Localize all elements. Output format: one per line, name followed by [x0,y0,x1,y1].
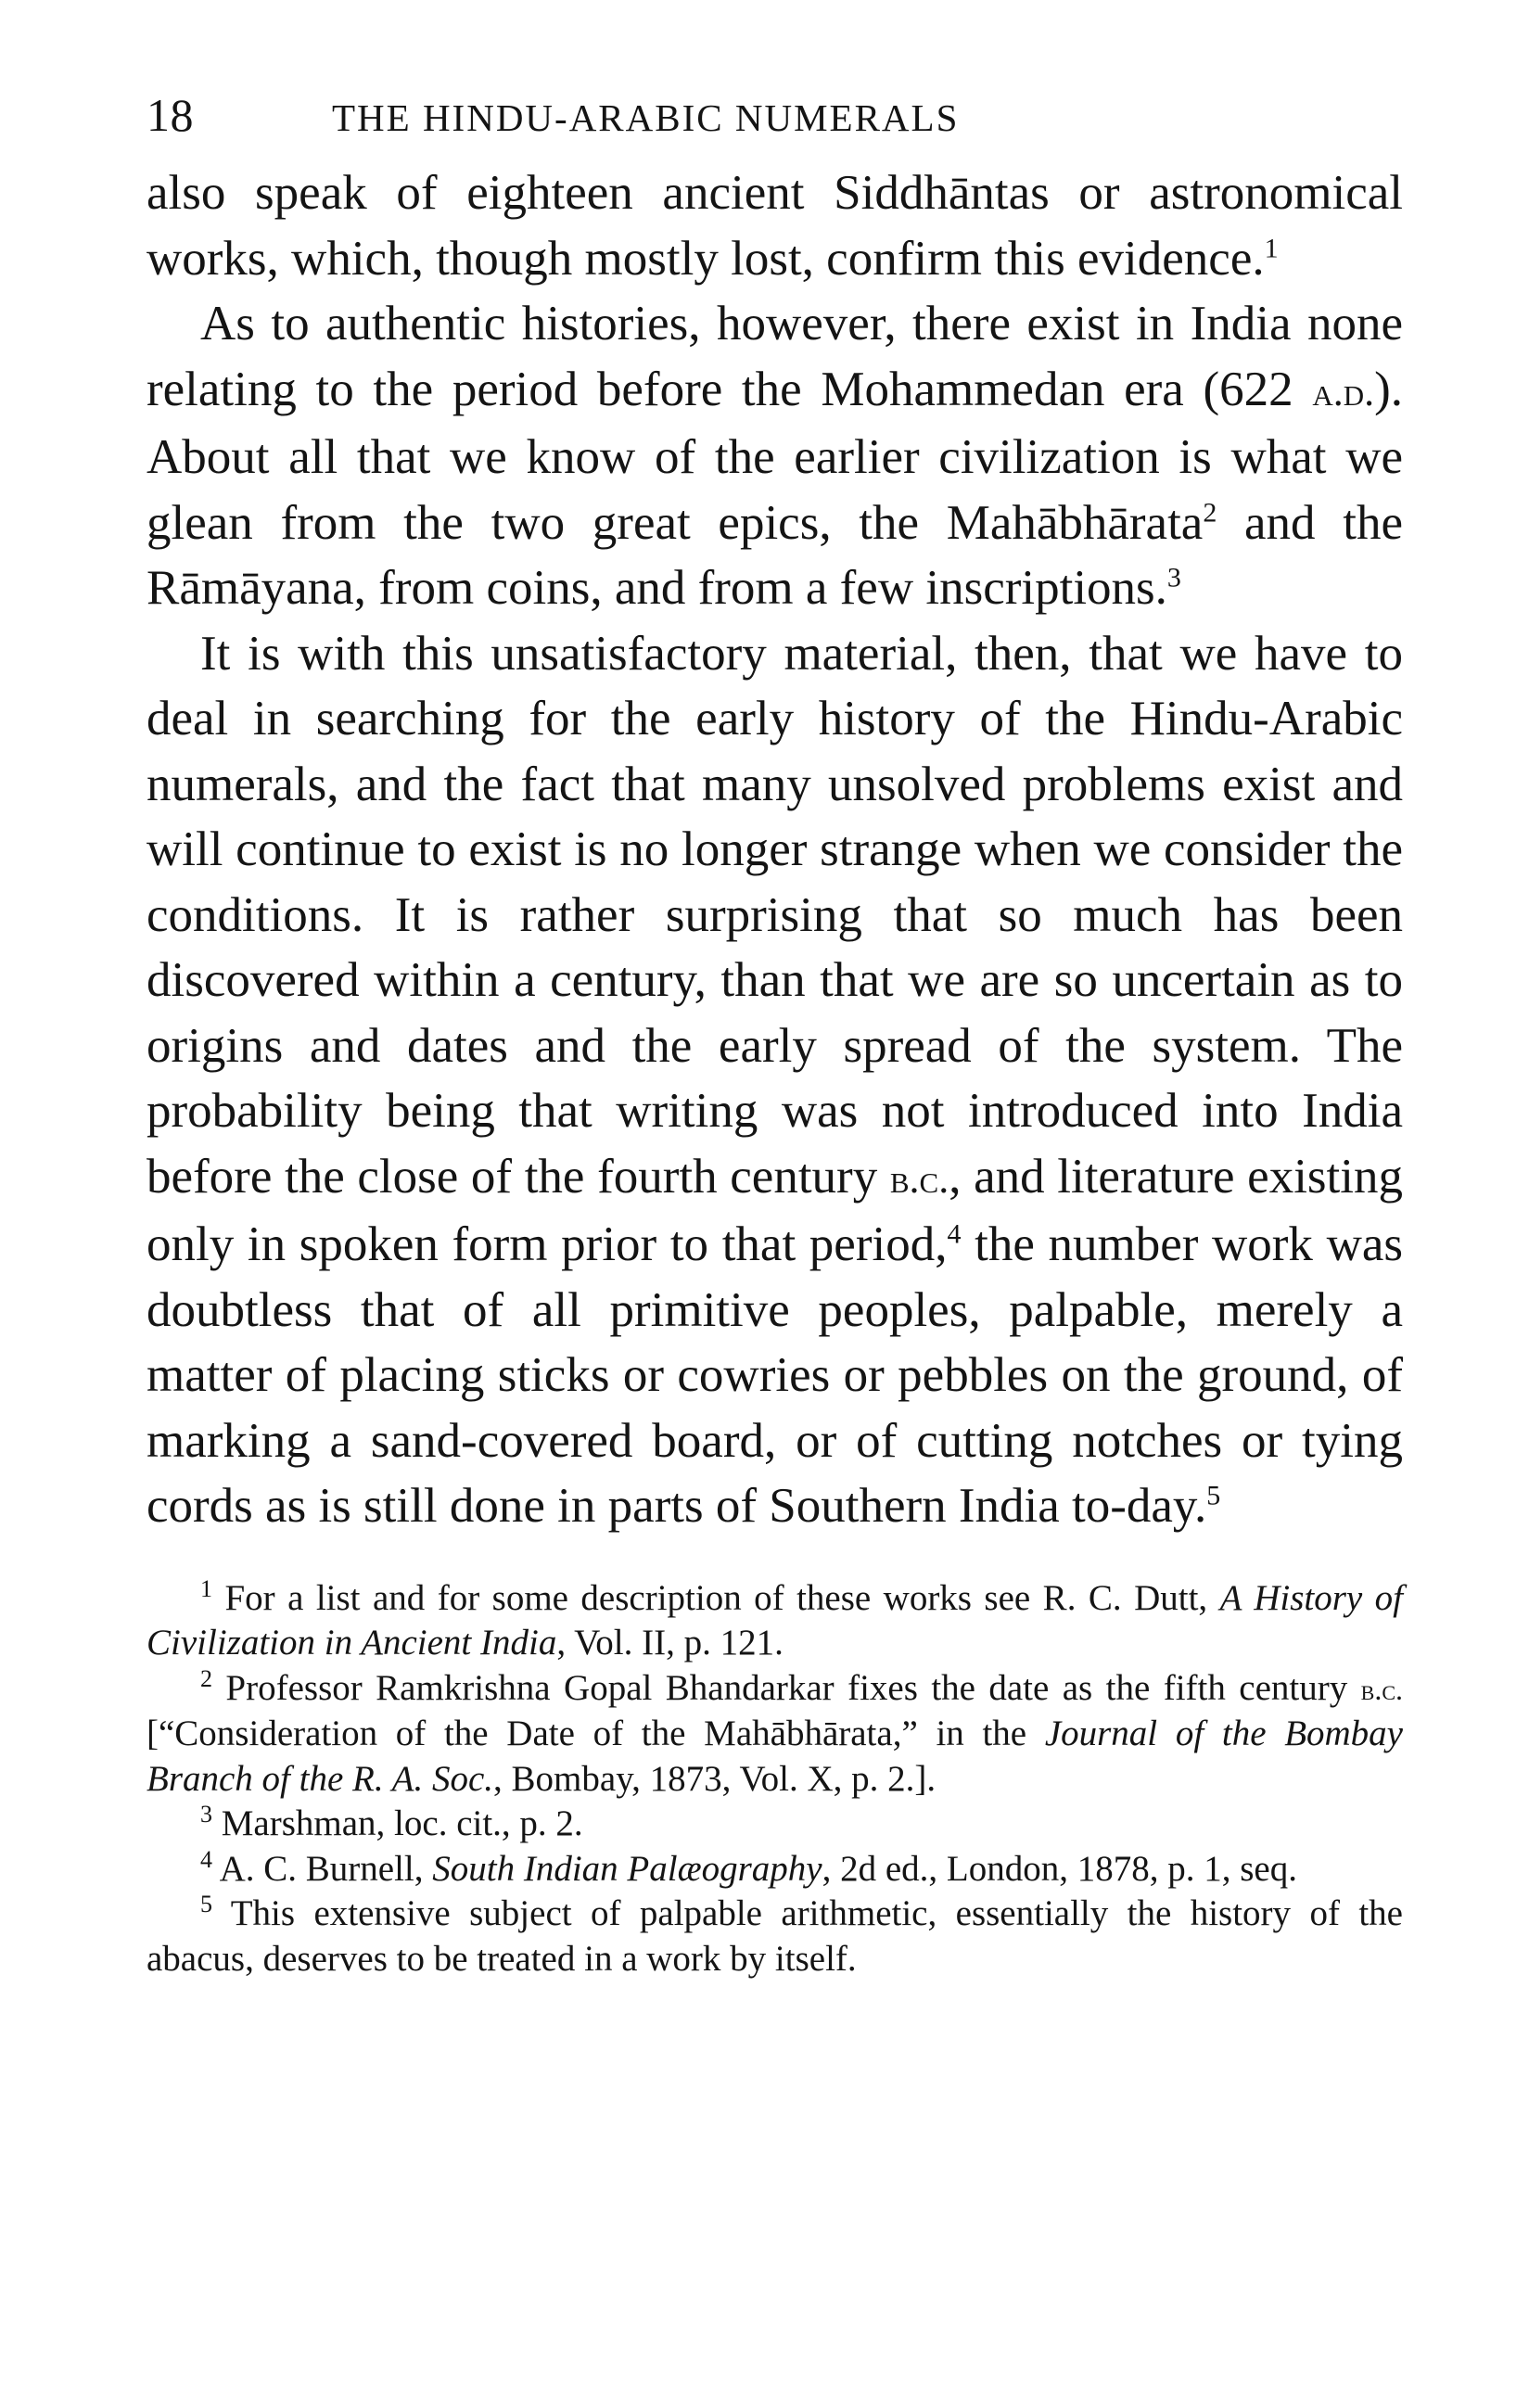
paragraph-3 [147,621,1403,1539]
text-run: , 2d ed., London, 1878, p. 1, seq. [822,1848,1297,1889]
footnote-ref-5: 5 [1206,1480,1221,1511]
page-number: 18 [147,89,194,141]
text-run: This extensive subject of palpable arithmetic, essentially the history of the abacus, deserves to be treated in a work by itself. [147,1893,1403,1979]
book-page [147,88,1403,1981]
footnote-mark: 2 [200,1664,212,1692]
paragraph-2 [147,291,1403,621]
body-text [147,160,1403,1539]
footnote-4 [147,1847,1403,1892]
italic-title: Journal of the Bombay Branch of the R. A. Soc. [147,1714,1403,1799]
text-run: the number work was doubtless that of all primitive peoples, palpable, merely a matter of placing sticks or cowries or pebbles on the ground, of marking a sand-covered board, or of cutting notches or tying cords as is still done in parts of Southern India to-day. [147,1217,1403,1533]
text-run: , Vol. II, p. 121. [556,1623,784,1663]
footnote-mark: 1 [200,1574,212,1602]
text-run: Professor Ramkrishna Gopal Bhandarkar fixes the date as the fifth century [212,1667,1361,1708]
text-run: , Bombay, 1873, Vol. X, p. 2.]. [493,1758,937,1799]
footnote-3 [147,1802,1403,1847]
text-run: ). About all that we know of the earlier civilization is what we glean from the two great epics, the Mahābhārata [147,362,1403,550]
footnotes [147,1576,1403,1982]
italic-title: A History of Civilization in Ancient India [147,1577,1403,1663]
text-run: , and literature existing only in spoken form prior to that period, [147,1149,1403,1271]
footnote-ref-3: 3 [1166,562,1181,593]
running-title: THE HINDU-ARABIC NUMERALS [332,96,960,139]
text-run: and the Rāmāyana, from coins, and from a few inscriptions. [147,495,1403,615]
small-caps-text: a.d. [1312,368,1375,414]
footnote-ref-4: 4 [947,1218,962,1250]
footnote-2 [147,1666,1403,1803]
small-caps-text: b.c. [1360,1672,1403,1706]
text-run: For a list and for some description of these works see R. C. Dutt, [212,1577,1220,1618]
small-caps-text: b.c. [889,1155,949,1202]
text-run: Marshman, loc. cit., p. 2. [212,1803,583,1843]
paragraph-1 [147,160,1403,291]
running-head [147,88,1403,160]
text-run: [“Consideration of the Date of the Mahābhārata,” in the [147,1714,1045,1753]
footnote-mark: 5 [200,1891,212,1917]
footnote-mark: 3 [200,1801,212,1828]
text-run: As to authentic histories, however, there exist in India none relating to the period before the Mohammedan era (622 [147,297,1403,416]
footnote-ref-1: 1 [1264,232,1279,263]
footnote-5 [147,1892,1403,1981]
italic-title: South Indian Palæography [432,1848,822,1889]
footnote-mark: 4 [200,1845,212,1873]
text-run: also speak of eighteen ancient Siddhāntas or astronomical works, which, though mostly lost, confirm this evidence. [147,166,1403,286]
footnote-ref-2: 2 [1203,496,1217,528]
footnote-1 [147,1576,1403,1666]
text-run: It is with this unsatisfactory material, then, that we have to deal in searching for the early history of the Hindu-Arabic numerals, and the fact that many unsolved problems exist and will continue to exist is no longer strange when we consider the conditions. It is rather surprising that so much has been discovered within a century, than that we are so uncertain as to origins and dates and the early spread of the system. The probability being that writing was not introduced into India before the close of the fourth century [147,626,1403,1204]
text-run: A. C. Burnell, [212,1848,433,1889]
